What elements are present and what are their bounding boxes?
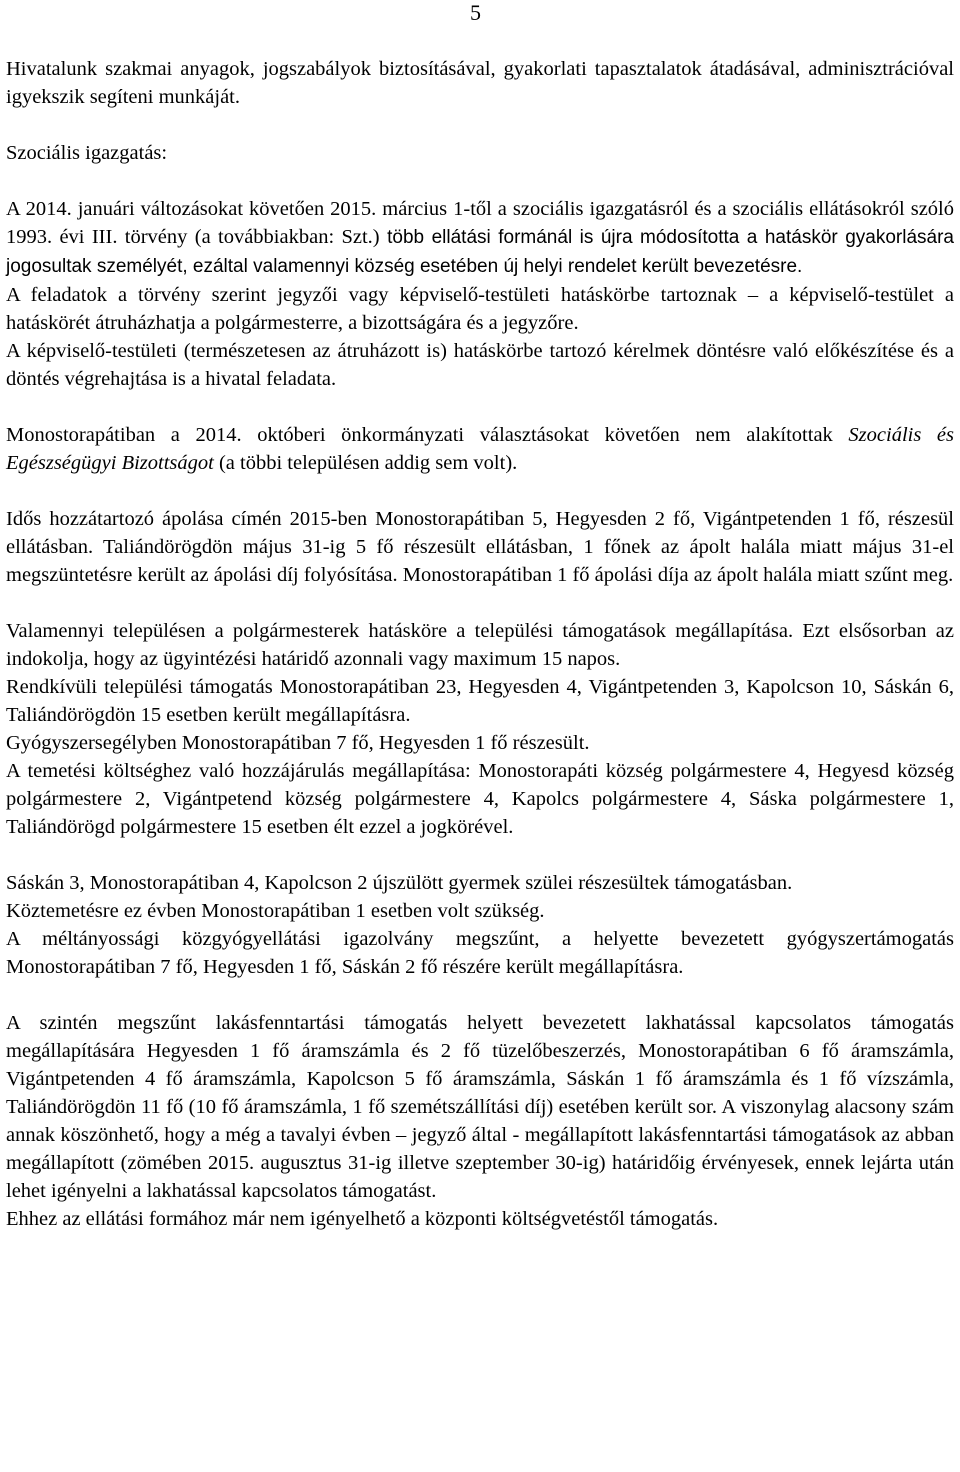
paragraph-funeral-contribution: A temetési költséghez való hozzájárulás megállapítása: Monostorapáti község polgármestere 4, Hegyesd község polgármestere 2, Vigántpetend község polgármestere 4, Kapolcs polgármestere 4, Sáska polgármestere 1, Taliándörögd polgármestere 15 esetben élt ezzel a jogkörével. [6, 760, 954, 838]
paragraph-medicine-aid: Gyógyszersegélyben Monostorapátiban 7 fő, Hegyesden 1 fő részesült. [6, 732, 590, 754]
paragraph-extraordinary-support: Rendkívüli települési támogatás Monostorapátiban 23, Hegyesden 4, Vigántpetenden 3, Kapolcson 10, Sáskán 6, Taliándörögdön 15 esetben került megállapításra. [6, 676, 954, 726]
paragraph-newborn-support: Sáskán 3, Monostorapátiban 4, Kapolcson 2 újszülött gyermek szülei részesültek támogatásban. [6, 872, 793, 894]
paragraph-duties: A feladatok a törvény szerint jegyzői vagy képviselő-testületi hatáskörbe tartoznak – a képviselő-testület a hatáskörét átruházhatja a polgármesterre, a bizottságára és a jegyzőre. [6, 284, 954, 334]
paragraph-office-task: A képviselő-testületi (természetesen az átruházott is) hatáskörbe tartozó kérelmek döntésre való előkészítése és a döntés végrehajtása is a hivatal feladata. [6, 340, 954, 390]
committee-name: Szociális és Egészségügyi Bizottságot [6, 424, 955, 474]
paragraph-public-funeral: Köztemetésre ez évben Monostorapátiban 1 esetben volt szükség. [6, 900, 545, 922]
paragraph-committee-a: Monostorapátiban a 2014. októberi önkormányzati választásokat követően nem alakítottak [6, 424, 849, 446]
paragraph-closing: Ehhez az ellátási formához már nem igényelhető a központi költségvetéstől támogatás. [6, 1208, 719, 1230]
document-body [6, 55, 954, 1233]
paragraph-medicine-card: A méltányossági közgyógyellátási igazolvány megszűnt, a helyette bevezetett gyógyszertámogatás Monostorapátiban 7 fő, Hegyesden 1 fő, Sáskán 2 fő részére került megállapításra. [6, 928, 954, 978]
paragraph-care-allowance: Idős hozzátartozó ápolása címén 2015-ben Monostorapátiban 5, Hegyesden 2 fő, Vigántpetenden 1 fő, részesül ellátásban. Taliándörögdön május 31-ig 5 fő részesült ellátásban, 1 főnek az ápolt halála miatt május 31-el megszüntetésre került az ápolási díj folyósítása. Monostorapátiban 1 fő ápolási díja az ápolt halála miatt szűnt meg. [6, 508, 954, 586]
paragraph-changes-serif: A 2014. januári változásokat követően 2015. március 1-től a szociális igazgatásról és a szociális ellátásokról szóló 1993. évi III. törvény (a továbbiakban: Szt.) [6, 198, 954, 248]
paragraph-changes-sans: több ellátási formánál is újra módosította a hatáskör gyakorlására jogosultak személyét, ezáltal valamennyi község esetében új helyi rendelet került bevezetésre. [6, 227, 955, 277]
intro-paragraph: Hivatalunk szakmai anyagok, jogszabályok biztosításával, gyakorlati tapasztalatok átadásával, adminisztrációval igyekszik segíteni munkáját. [6, 58, 954, 108]
paragraph-committee [6, 421, 954, 477]
paragraph-mayor-authority: Valamennyi településen a polgármesterek hatásköre a települési támogatások megállapítása. Ezt elsősorban az indokolja, hogy az ügyintézési határidő azonnali vagy maximum 15 napos. [6, 620, 954, 670]
section-heading: Szociális igazgatás: [6, 142, 168, 164]
paragraph-housing-support: A szintén megszűnt lakásfenntartási támogatás helyett bevezetett lakhatással kapcsolatos támogatás megállapítására Hegyesden 1 fő áramszámla és 2 fő tüzelőbeszerzés, Monostorapátiban 6 fő áramszámla, Vigántpetenden 4 fő áramszámla, Kapolcson 5 fő áramszámla, Sáskán 1 fő áramszámla és 1 fő vízszámla, Taliándörögdön 11 fő (10 fő áramszámla, 1 fő szemétszállítási díj) esetében került sor. A viszonylag alacsony szám annak köszönhető, hogy a még a tavalyi évben – jegyző által - megállapított lakásfenntartási támogatások az abban megállapított (zömében 2015. augusztus 31-ig illetve szeptember 30-ig) határidőig érvényesek, ennek lejárta után lehet igényelni a lakhatással kapcsolatos támogatást. [6, 1012, 954, 1202]
paragraph-committee-b: (a többi településen addig sem volt). [213, 452, 518, 474]
page-number: 5 [470, 0, 481, 25]
paragraph-changes [6, 195, 954, 281]
